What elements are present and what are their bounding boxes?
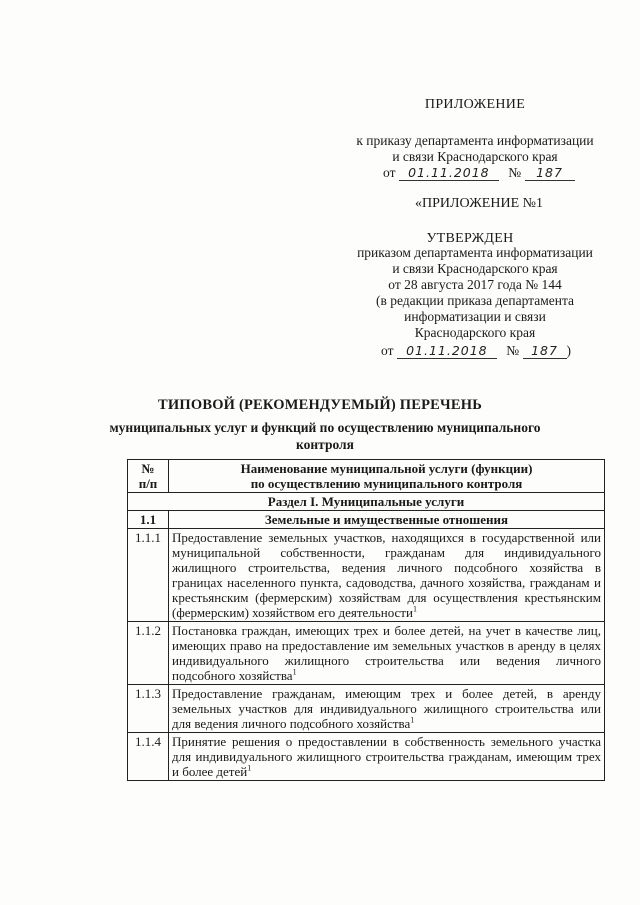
date-prefix: от [381, 343, 394, 358]
approval-line: (в редакции приказа департамента [375, 293, 575, 308]
appendix-label: «ПРИЛОЖЕНИЕ №1 [415, 196, 543, 211]
row-text [169, 529, 605, 622]
approval-line: информатизации и связи [404, 309, 546, 324]
table-row [128, 622, 605, 685]
group-title: Земельные и имущественные отношения [169, 511, 605, 529]
header-text: по осуществлению муниципального контроля [250, 476, 523, 491]
header-line-2: и связи Краснодарского края [392, 149, 558, 164]
row-text [169, 622, 605, 685]
row-text-body: Предоставление земельных участков, находящихся в государственной или муниципальной собственности, гражданам для индивидуального жилищного строительства, ведения личного подсобного хозяйства в границах населенного пункта, садоводства, дачного хозяйства, гражданам и крестьянским (фермерским) хозяйствам для осуществления крестьянским (фермерским) хозяйством его деятельности [172, 530, 601, 620]
group-row [128, 511, 605, 529]
footnote-mark: 1 [412, 604, 417, 614]
document-subtitle [100, 419, 550, 453]
approval-line: от 28 августа 2017 года № 144 [388, 277, 562, 292]
number-prefix: № [506, 343, 520, 358]
handwritten-date: 01.11.2018 [397, 344, 497, 359]
row-text-body: Предоставление гражданам, имеющим трех и более детей, в аренду земельных участков для индивидуального жилищного строительства или для ведения личного подсобного хозяйства [172, 686, 601, 731]
table-row [128, 685, 605, 733]
date-prefix: от [383, 165, 396, 180]
table-row [128, 733, 605, 781]
header-text: Наименование муниципальной услуги (функции) [240, 461, 533, 476]
row-number: 1.1.2 [128, 622, 169, 685]
number-prefix: № [508, 165, 522, 180]
column-header-number [128, 460, 169, 493]
header-line-1: к приказу департамента информатизации [356, 133, 594, 148]
document-title: ТИПОВОЙ (РЕКОМЕНДУЕМЫЙ) ПЕРЕЧЕНЬ [158, 397, 482, 413]
footnote-mark: 1 [247, 763, 252, 773]
approval-line: и связи Краснодарского края [392, 261, 558, 276]
table-row [128, 529, 605, 622]
header-text: № [141, 461, 155, 476]
row-number: 1.1.4 [128, 733, 169, 781]
row-text [169, 685, 605, 733]
subtitle-line: муниципальных услуг и функций по осуществлению муниципального [109, 420, 541, 435]
footnote-mark: 1 [292, 667, 297, 677]
section-row [128, 493, 605, 511]
header-date-line [383, 165, 575, 181]
section-title: Раздел I. Муниципальные услуги [128, 493, 605, 511]
appendix-date-line [381, 343, 571, 359]
footnote-mark: 1 [410, 715, 415, 725]
handwritten-number: 187 [525, 166, 575, 181]
handwritten-number: 187 [523, 344, 567, 359]
header-title: ПРИЛОЖЕНИЕ [424, 97, 526, 112]
approved-label: УТВЕРЖДЕН [426, 231, 514, 246]
row-text-body: Принятие решения о предоставлении в собственность земельного участка для индивидуального жилищного строительства гражданам, имеющим трех и более детей [172, 734, 601, 779]
row-number: 1.1.1 [128, 529, 169, 622]
services-table [127, 459, 605, 781]
approval-line: Краснодарского края [414, 325, 536, 340]
row-text-body: Постановка граждан, имеющих трех и более детей, на учет в качестве лиц, имеющих право на предоставление им земельных участков в аренду в целях индивидуального жилищного строительства или ведения личного подсобного хозяйства [172, 623, 601, 683]
header-text: п/п [138, 476, 158, 491]
approval-line: приказом департамента информатизации [357, 245, 593, 260]
row-text [169, 733, 605, 781]
row-number: 1.1.3 [128, 685, 169, 733]
closing-paren: ) [566, 343, 571, 358]
group-number: 1.1 [128, 511, 169, 529]
table-header-row [128, 460, 605, 493]
subtitle-line: контроля [296, 437, 354, 452]
handwritten-date: 01.11.2018 [399, 166, 499, 181]
column-header-name [169, 460, 605, 493]
approval-order-lines [330, 245, 620, 341]
